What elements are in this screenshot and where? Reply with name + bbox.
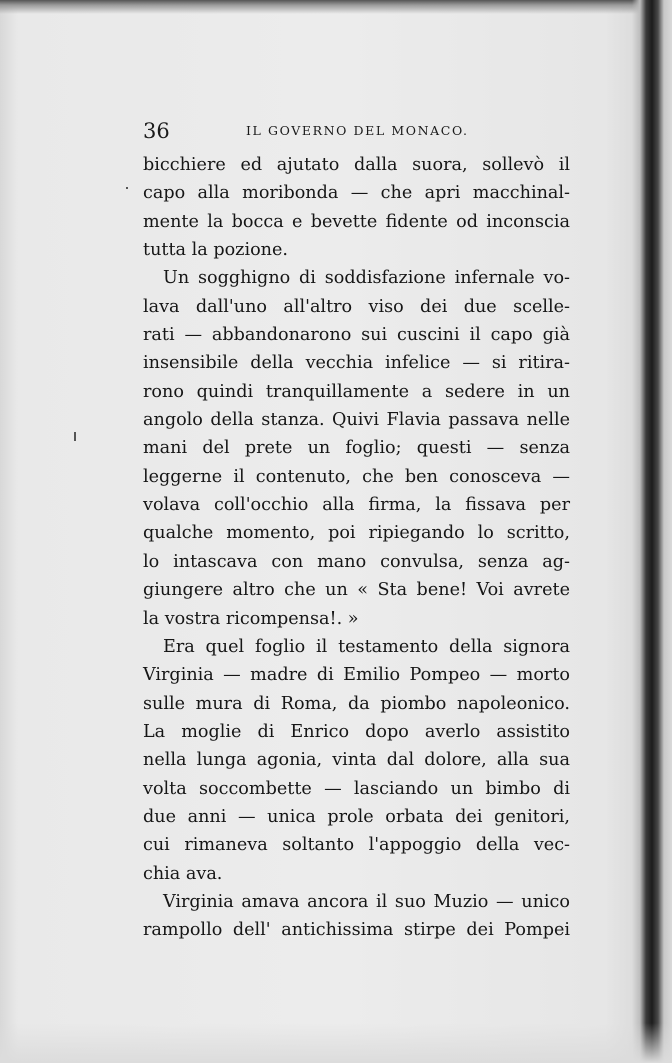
text-line: mente la bocca e bevette fidente od inconscia	[143, 211, 570, 232]
text-line: rono quindi tranquillamente a sedere in un	[143, 381, 570, 402]
page-top-shadow	[0, 0, 672, 14]
text-line: sulle mura di Roma, da piombo napoleonico.	[143, 693, 570, 714]
page-header	[143, 116, 570, 146]
text-line: La moglie di Enrico dopo averlo assistito	[143, 721, 570, 742]
text-line: mani del prete un foglio; questi — senza	[143, 438, 570, 459]
text-line: giungere altro che un « Sta bene! Voi avrete	[143, 580, 570, 601]
text-line: lava dall'uno all'altro viso dei due scelle-	[143, 296, 570, 317]
text-line: volta soccombette — lasciando un bimbo di	[143, 778, 570, 799]
text-line: volava coll'occhio alla firma, la fissava per	[143, 495, 570, 516]
text-line: nella lunga agonia, vinta dal dolore, alla sua	[143, 750, 570, 771]
text-line: tutta la pozione.	[143, 240, 289, 261]
text-line: rati — abbandonarono sui cuscini il capo già	[143, 325, 570, 346]
text-line: due anni — unica prole orbata dei genitori,	[143, 806, 570, 827]
text-line: Un sogghigno di soddisfazione infernale vo-	[163, 268, 570, 289]
running-title: IL GOVERNO DEL MONACO.	[246, 123, 469, 138]
text-line: Era quel foglio il testamento della signora	[163, 636, 570, 657]
text-line: qualche momento, poi ripiegando lo scritto,	[143, 523, 570, 544]
text-line: leggerne il contenuto, che ben conosceva —	[143, 466, 570, 487]
text-line: bicchiere ed ajutato dalla suora, sollevò il	[143, 155, 570, 175]
text-line: angolo della stanza. Quivi Flavia passava nelle	[143, 410, 570, 431]
text-line: la vostra ricompensa!. »	[143, 608, 359, 629]
text-line: Virginia amava ancora il suo Muzio — unico	[163, 891, 570, 912]
text-line: insensibile della vecchia infelice — si ritira-	[143, 353, 570, 374]
margin-mark	[126, 187, 128, 189]
text-line: lo intascava con mano convulsa, senza ag-	[143, 551, 570, 572]
text-line: capo alla moribonda — che apri macchinal-	[143, 183, 570, 204]
margin-mark	[74, 432, 76, 441]
text-line: chia ava.	[143, 863, 223, 884]
page-number: 36	[143, 119, 170, 143]
text-line: rampollo dell' antichissima stirpe dei Pompei	[143, 920, 570, 941]
page-bottom-fade	[0, 1023, 672, 1063]
body-text	[143, 151, 570, 945]
text-line: cui rimaneva soltanto l'appoggio della vec-	[143, 835, 570, 856]
page-binding-edge	[632, 0, 672, 1063]
text-line: Virginia — madre di Emilio Pompeo — morto	[143, 665, 570, 686]
